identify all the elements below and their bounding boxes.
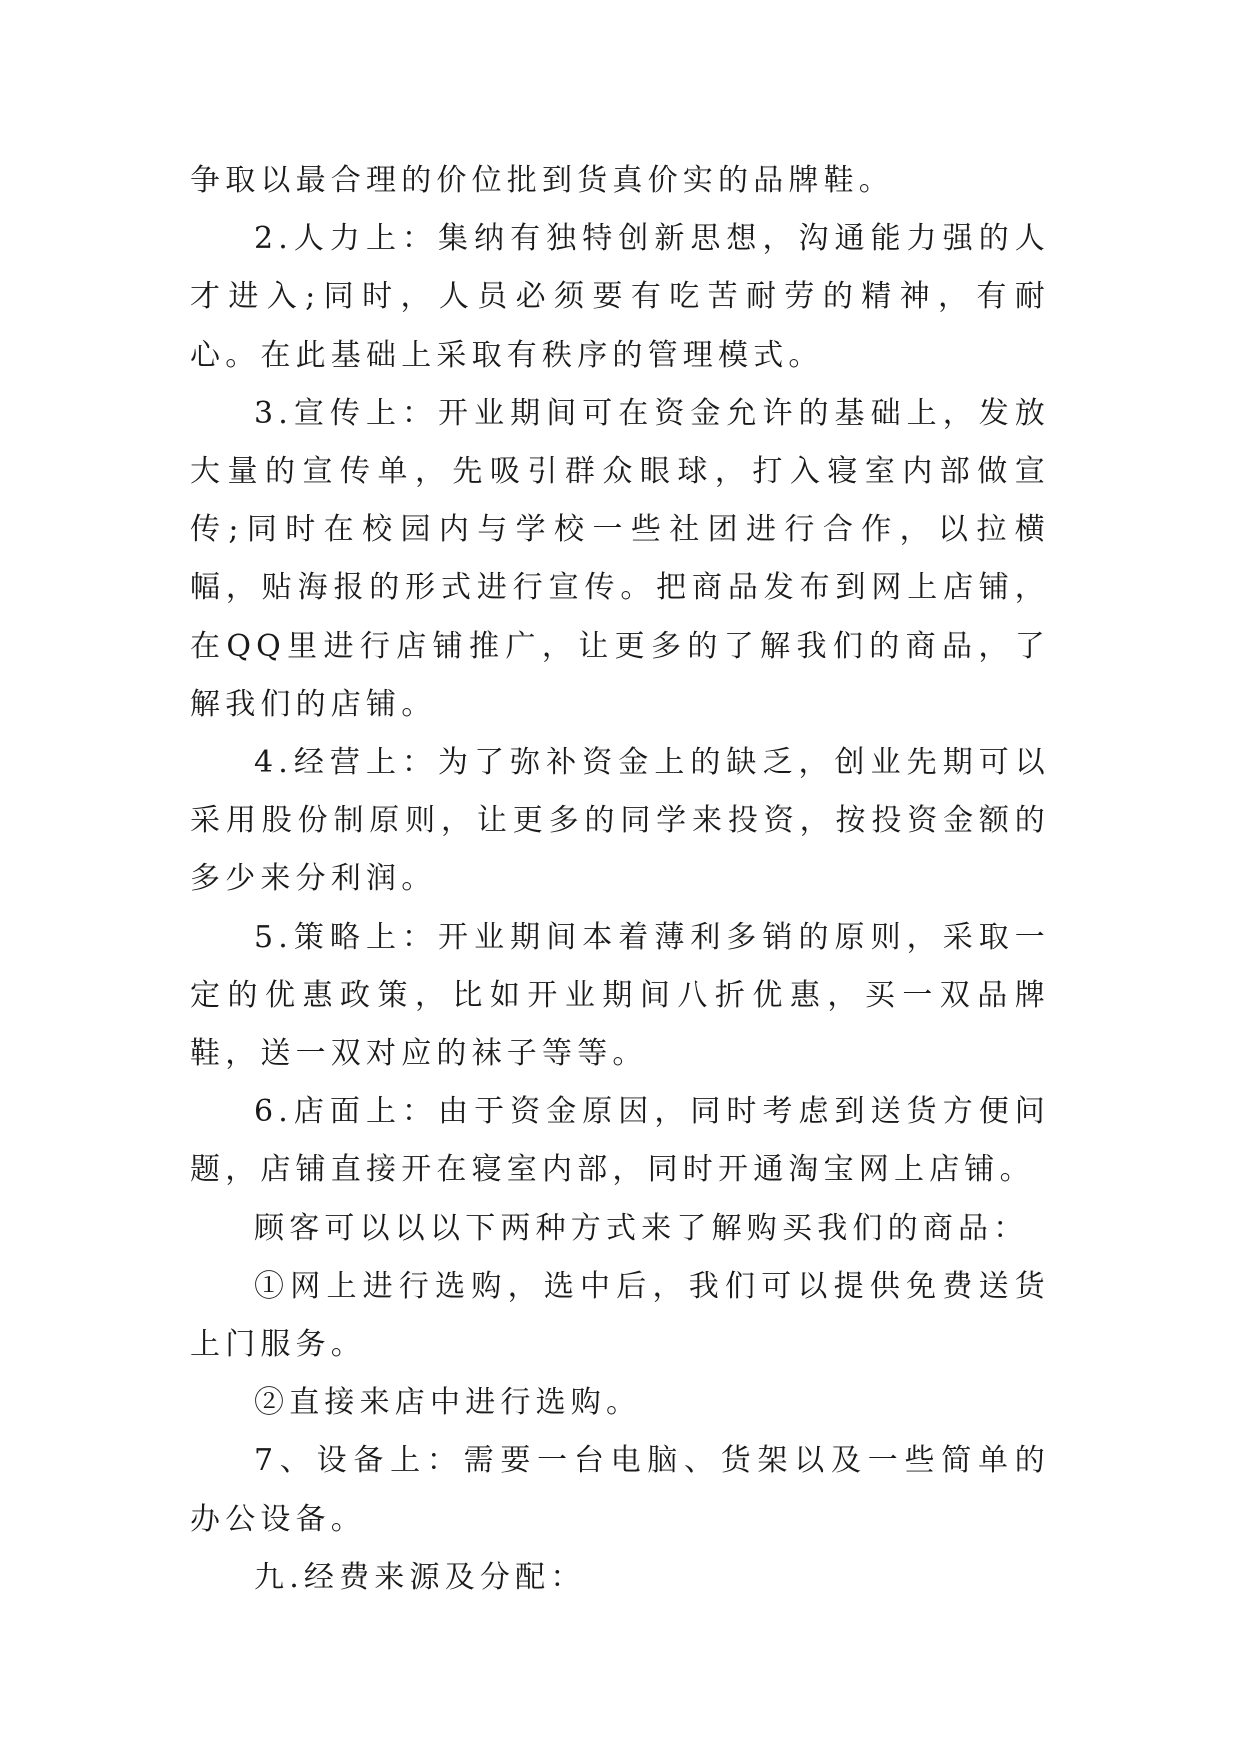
paragraph-continuation: 争取以最合理的价位批到货真价实的品牌鞋。	[190, 163, 894, 198]
paragraph-manpower: 2.人力上：集纳有独特创新思想，沟通能力强的人才进入;同时，人员必须要有吃苦耐劳的精神，有耐心。在此基础上采取有秩序的管理模式。	[190, 221, 1050, 373]
paragraph-method-store: ②直接来店中进行选购。	[254, 1385, 642, 1421]
paragraph-customer-methods: 顾客可以以以下两种方式来了解购买我们的商品：	[254, 1210, 1029, 1246]
paragraph-storefront: 6.店面上：由于资金原因，同时考虑到送货方便问题，店铺直接开在寝室内部，同时开通淘宝网上店铺。	[190, 1094, 1050, 1188]
section-heading-funding: 九.经费来源及分配：	[254, 1559, 586, 1595]
paragraph-operation: 4.经营上：为了弥补资金上的缺乏，创业先期可以采用股份制原则，让更多的同学来投资，按投资金额的多少来分利润。	[190, 745, 1050, 897]
paragraph-promotion: 3.宣传上：开业期间可在资金允许的基础上，发放大量的宣传单，先吸引群众眼球，打入寝室内部做宣传;同时在校园内与学校一些社团进行合作，以拉横幅，贴海报的形式进行宣传。把商品发布到网上店铺，在QQ里进行店铺推广，让更多的了解我们的商品，了解我们的店铺。	[190, 395, 1050, 722]
paragraph-method-online: ①网上进行选购，选中后，我们可以提供免费送货上门服务。	[190, 1268, 1050, 1363]
paragraph-strategy: 5.策略上：开业期间本着薄利多销的原则，采取一定的优惠政策，比如开业期间八折优惠，买一双品牌鞋，送一双对应的袜子等等。	[190, 919, 1050, 1072]
paragraph-equipment: 7、设备上：需要一台电脑、货架以及一些简单的办公设备。	[190, 1443, 1050, 1537]
document-body	[190, 152, 1050, 1607]
